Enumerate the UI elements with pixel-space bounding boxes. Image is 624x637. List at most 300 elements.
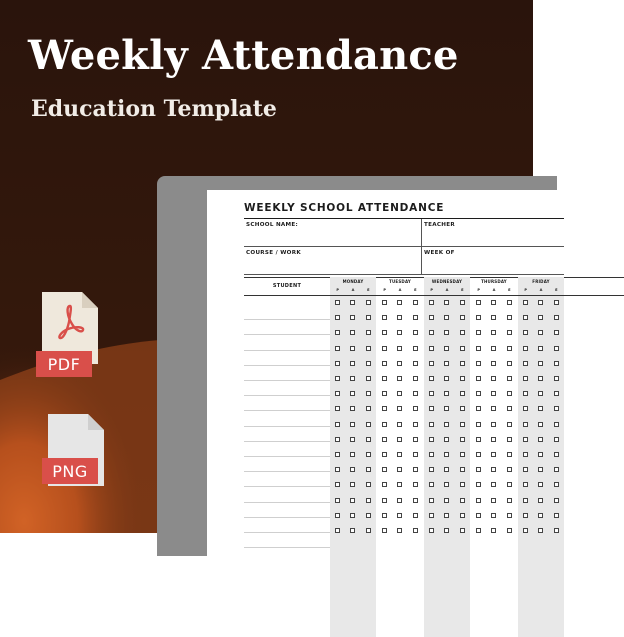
attendance-checkbox[interactable]: [476, 452, 481, 457]
attendance-checkbox[interactable]: [413, 452, 418, 457]
checkbox-cell: [361, 300, 376, 305]
attendance-checkbox[interactable]: [382, 437, 387, 442]
checkbox-cell: [408, 391, 423, 396]
attendance-checkbox[interactable]: [382, 376, 387, 381]
checkbox-cell: [518, 330, 533, 335]
attendance-checkbox[interactable]: [538, 513, 543, 518]
checkbox-cell: [330, 330, 345, 335]
attendance-checkbox[interactable]: [382, 422, 387, 427]
checkbox-cell: [377, 391, 392, 396]
attendance-checkbox[interactable]: [538, 528, 543, 533]
checkbox-cell: [361, 361, 376, 366]
attendance-checkbox[interactable]: [444, 376, 449, 381]
attendance-checkbox[interactable]: [382, 346, 387, 351]
attendance-checkbox[interactable]: [491, 300, 496, 305]
attendance-checkbox[interactable]: [491, 467, 496, 472]
attendance-checkbox[interactable]: [413, 391, 418, 396]
attendance-checkbox[interactable]: [491, 346, 496, 351]
attendance-checkbox[interactable]: [476, 528, 481, 533]
checkbox-cell: [486, 361, 501, 366]
attendance-checkbox[interactable]: [491, 528, 496, 533]
student-name-line[interactable]: [244, 517, 330, 518]
attendance-checkbox[interactable]: [554, 300, 559, 305]
attendance-checkbox[interactable]: [429, 406, 434, 411]
attendance-checkbox[interactable]: [554, 482, 559, 487]
attendance-checkbox[interactable]: [507, 482, 512, 487]
mark-header: E: [367, 288, 370, 292]
attendance-checkbox[interactable]: [523, 361, 528, 366]
attendance-checkbox[interactable]: [444, 406, 449, 411]
student-name-line[interactable]: [244, 502, 330, 503]
student-name-line[interactable]: [244, 395, 330, 396]
attendance-checkbox[interactable]: [507, 498, 512, 503]
attendance-row: [330, 401, 376, 416]
student-name-line[interactable]: [244, 441, 330, 442]
attendance-checkbox[interactable]: [366, 315, 371, 320]
attendance-checkbox[interactable]: [554, 346, 559, 351]
attendance-checkbox[interactable]: [350, 452, 355, 457]
attendance-checkbox[interactable]: [429, 452, 434, 457]
attendance-checkbox[interactable]: [335, 467, 340, 472]
attendance-checkbox[interactable]: [523, 422, 528, 427]
attendance-checkbox[interactable]: [350, 391, 355, 396]
attendance-checkbox[interactable]: [335, 376, 340, 381]
attendance-checkbox[interactable]: [538, 315, 543, 320]
attendance-row: [330, 310, 376, 325]
png-file-icon: [48, 414, 104, 486]
attendance-checkbox[interactable]: [366, 300, 371, 305]
attendance-checkbox[interactable]: [554, 513, 559, 518]
attendance-checkbox[interactable]: [366, 422, 371, 427]
attendance-checkbox[interactable]: [554, 376, 559, 381]
attendance-checkbox[interactable]: [335, 498, 340, 503]
attendance-checkbox[interactable]: [460, 346, 465, 351]
attendance-checkbox[interactable]: [538, 346, 543, 351]
attendance-checkbox[interactable]: [366, 406, 371, 411]
attendance-checkbox[interactable]: [350, 300, 355, 305]
attendance-checkbox[interactable]: [350, 467, 355, 472]
attendance-checkbox[interactable]: [335, 422, 340, 427]
attendance-checkbox[interactable]: [382, 406, 387, 411]
attendance-checkbox[interactable]: [460, 452, 465, 457]
checkbox-cell: [533, 346, 548, 351]
attendance-checkbox[interactable]: [507, 467, 512, 472]
attendance-checkbox[interactable]: [429, 376, 434, 381]
checkbox-cell: [408, 528, 423, 533]
attendance-checkbox[interactable]: [397, 315, 402, 320]
attendance-checkbox[interactable]: [554, 437, 559, 442]
attendance-checkbox[interactable]: [366, 437, 371, 442]
checkbox-cell: [330, 513, 345, 518]
attendance-checkbox[interactable]: [413, 513, 418, 518]
attendance-checkbox[interactable]: [460, 513, 465, 518]
attendance-checkbox[interactable]: [476, 498, 481, 503]
attendance-checkbox[interactable]: [491, 437, 496, 442]
attendance-checkbox[interactable]: [444, 346, 449, 351]
attendance-checkbox[interactable]: [476, 422, 481, 427]
attendance-checkbox[interactable]: [350, 498, 355, 503]
attendance-checkbox[interactable]: [397, 482, 402, 487]
attendance-checkbox[interactable]: [429, 300, 434, 305]
attendance-checkbox[interactable]: [523, 391, 528, 396]
attendance-checkbox[interactable]: [413, 498, 418, 503]
attendance-checkbox[interactable]: [366, 346, 371, 351]
attendance-checkbox[interactable]: [429, 498, 434, 503]
attendance-checkbox[interactable]: [523, 437, 528, 442]
attendance-checkbox[interactable]: [460, 300, 465, 305]
attendance-checkbox[interactable]: [476, 300, 481, 305]
attendance-checkbox[interactable]: [554, 452, 559, 457]
attendance-row: [330, 295, 376, 310]
attendance-checkbox[interactable]: [382, 391, 387, 396]
attendance-checkbox[interactable]: [507, 391, 512, 396]
attendance-checkbox[interactable]: [382, 330, 387, 335]
attendance-checkbox[interactable]: [335, 528, 340, 533]
attendance-checkbox[interactable]: [429, 482, 434, 487]
checkbox-cell: [439, 361, 454, 366]
attendance-checkbox[interactable]: [507, 452, 512, 457]
attendance-checkbox[interactable]: [366, 498, 371, 503]
attendance-checkbox[interactable]: [413, 315, 418, 320]
attendance-checkbox[interactable]: [397, 376, 402, 381]
attendance-checkbox[interactable]: [397, 528, 402, 533]
student-name-line[interactable]: [244, 486, 330, 487]
attendance-checkbox[interactable]: [413, 376, 418, 381]
attendance-checkbox[interactable]: [460, 498, 465, 503]
attendance-checkbox[interactable]: [538, 452, 543, 457]
attendance-checkbox[interactable]: [538, 300, 543, 305]
checkbox-cell: [518, 437, 533, 442]
attendance-checkbox[interactable]: [554, 391, 559, 396]
attendance-checkbox[interactable]: [335, 361, 340, 366]
attendance-checkbox[interactable]: [444, 330, 449, 335]
attendance-checkbox[interactable]: [538, 361, 543, 366]
attendance-checkbox[interactable]: [476, 467, 481, 472]
attendance-checkbox[interactable]: [350, 346, 355, 351]
attendance-checkbox[interactable]: [491, 422, 496, 427]
attendance-checkbox[interactable]: [460, 467, 465, 472]
attendance-checkbox[interactable]: [350, 437, 355, 442]
attendance-checkbox[interactable]: [491, 391, 496, 396]
attendance-checkbox[interactable]: [538, 376, 543, 381]
attendance-checkbox[interactable]: [366, 376, 371, 381]
attendance-checkbox[interactable]: [444, 391, 449, 396]
mark-header: P: [383, 288, 386, 292]
attendance-checkbox[interactable]: [507, 422, 512, 427]
attendance-checkbox[interactable]: [491, 330, 496, 335]
attendance-checkbox[interactable]: [366, 513, 371, 518]
attendance-checkbox[interactable]: [397, 452, 402, 457]
attendance-checkbox[interactable]: [491, 498, 496, 503]
attendance-checkbox[interactable]: [444, 498, 449, 503]
attendance-checkbox[interactable]: [476, 346, 481, 351]
attendance-checkbox[interactable]: [491, 376, 496, 381]
attendance-checkbox[interactable]: [507, 528, 512, 533]
attendance-checkbox[interactable]: [366, 330, 371, 335]
attendance-checkbox[interactable]: [366, 391, 371, 396]
attendance-checkbox[interactable]: [507, 330, 512, 335]
attendance-checkbox[interactable]: [366, 361, 371, 366]
attendance-checkbox[interactable]: [335, 300, 340, 305]
student-name-line[interactable]: [244, 456, 330, 457]
attendance-checkbox[interactable]: [460, 361, 465, 366]
teacher-field[interactable]: TEACHER: [424, 222, 455, 228]
attendance-checkbox[interactable]: [413, 300, 418, 305]
attendance-checkbox[interactable]: [413, 482, 418, 487]
attendance-checkbox[interactable]: [491, 406, 496, 411]
attendance-checkbox[interactable]: [444, 467, 449, 472]
checkbox-cell: [549, 376, 564, 381]
attendance-checkbox[interactable]: [538, 482, 543, 487]
attendance-checkbox[interactable]: [382, 452, 387, 457]
student-name-line[interactable]: [244, 410, 330, 411]
attendance-checkbox[interactable]: [335, 437, 340, 442]
attendance-checkbox[interactable]: [382, 528, 387, 533]
attendance-checkbox[interactable]: [476, 376, 481, 381]
attendance-checkbox[interactable]: [444, 437, 449, 442]
attendance-checkbox[interactable]: [350, 315, 355, 320]
attendance-checkbox[interactable]: [429, 437, 434, 442]
attendance-checkbox[interactable]: [523, 513, 528, 518]
attendance-checkbox[interactable]: [523, 467, 528, 472]
attendance-row: [471, 356, 517, 371]
attendance-checkbox[interactable]: [523, 330, 528, 335]
attendance-checkbox[interactable]: [413, 406, 418, 411]
attendance-checkbox[interactable]: [397, 406, 402, 411]
attendance-checkbox[interactable]: [382, 482, 387, 487]
attendance-checkbox[interactable]: [335, 391, 340, 396]
checkbox-cell: [471, 498, 486, 503]
attendance-checkbox[interactable]: [460, 528, 465, 533]
attendance-checkbox[interactable]: [538, 498, 543, 503]
attendance-checkbox[interactable]: [523, 346, 528, 351]
attendance-checkbox[interactable]: [335, 513, 340, 518]
attendance-checkbox[interactable]: [413, 361, 418, 366]
student-name-line[interactable]: [244, 350, 330, 351]
attendance-checkbox[interactable]: [476, 437, 481, 442]
attendance-checkbox[interactable]: [429, 315, 434, 320]
attendance-checkbox[interactable]: [429, 361, 434, 366]
attendance-checkbox[interactable]: [538, 467, 543, 472]
attendance-checkbox[interactable]: [413, 528, 418, 533]
attendance-checkbox[interactable]: [507, 406, 512, 411]
attendance-checkbox[interactable]: [350, 513, 355, 518]
attendance-checkbox[interactable]: [476, 406, 481, 411]
attendance-checkbox[interactable]: [429, 391, 434, 396]
student-name-line[interactable]: [244, 319, 330, 320]
student-name-line[interactable]: [244, 334, 330, 335]
attendance-checkbox[interactable]: [335, 406, 340, 411]
attendance-checkbox[interactable]: [397, 437, 402, 442]
attendance-checkbox[interactable]: [335, 452, 340, 457]
attendance-checkbox[interactable]: [523, 498, 528, 503]
attendance-checkbox[interactable]: [491, 452, 496, 457]
attendance-checkbox[interactable]: [366, 452, 371, 457]
checkbox-cell: [455, 422, 470, 427]
attendance-checkbox[interactable]: [523, 300, 528, 305]
attendance-checkbox[interactable]: [554, 330, 559, 335]
attendance-checkbox[interactable]: [397, 346, 402, 351]
attendance-checkbox[interactable]: [507, 315, 512, 320]
attendance-checkbox[interactable]: [382, 513, 387, 518]
attendance-checkbox[interactable]: [397, 513, 402, 518]
attendance-checkbox[interactable]: [476, 315, 481, 320]
attendance-checkbox[interactable]: [335, 315, 340, 320]
attendance-checkbox[interactable]: [476, 482, 481, 487]
attendance-row: [330, 447, 376, 462]
attendance-checkbox[interactable]: [350, 361, 355, 366]
attendance-checkbox[interactable]: [460, 437, 465, 442]
checkbox-cell: [533, 422, 548, 427]
attendance-checkbox[interactable]: [523, 376, 528, 381]
attendance-checkbox[interactable]: [460, 376, 465, 381]
day-column-thursday: [471, 277, 517, 637]
student-name-line[interactable]: [244, 365, 330, 366]
attendance-checkbox[interactable]: [350, 528, 355, 533]
attendance-row: [330, 523, 376, 538]
checkbox-cell: [408, 437, 423, 442]
student-name-line[interactable]: [244, 547, 330, 548]
attendance-checkbox[interactable]: [507, 513, 512, 518]
attendance-checkbox[interactable]: [413, 422, 418, 427]
attendance-checkbox[interactable]: [554, 361, 559, 366]
attendance-checkbox[interactable]: [507, 361, 512, 366]
attendance-checkbox[interactable]: [444, 452, 449, 457]
attendance-checkbox[interactable]: [350, 330, 355, 335]
attendance-checkbox[interactable]: [397, 467, 402, 472]
attendance-checkbox[interactable]: [491, 513, 496, 518]
attendance-checkbox[interactable]: [554, 422, 559, 427]
attendance-checkbox[interactable]: [507, 300, 512, 305]
attendance-checkbox[interactable]: [476, 330, 481, 335]
attendance-checkbox[interactable]: [491, 361, 496, 366]
attendance-checkbox[interactable]: [523, 528, 528, 533]
attendance-checkbox[interactable]: [350, 406, 355, 411]
attendance-checkbox[interactable]: [507, 437, 512, 442]
attendance-checkbox[interactable]: [538, 437, 543, 442]
attendance-checkbox[interactable]: [413, 346, 418, 351]
attendance-checkbox[interactable]: [538, 406, 543, 411]
attendance-checkbox[interactable]: [429, 346, 434, 351]
attendance-checkbox[interactable]: [382, 300, 387, 305]
checkbox-cell: [471, 422, 486, 427]
attendance-checkbox[interactable]: [397, 391, 402, 396]
attendance-checkbox[interactable]: [554, 315, 559, 320]
attendance-row: [471, 401, 517, 416]
mark-header: A: [445, 288, 449, 292]
attendance-checkbox[interactable]: [444, 315, 449, 320]
attendance-checkbox[interactable]: [476, 513, 481, 518]
student-name-line[interactable]: [244, 471, 330, 472]
attendance-checkbox[interactable]: [554, 528, 559, 533]
attendance-checkbox[interactable]: [366, 482, 371, 487]
attendance-checkbox[interactable]: [382, 467, 387, 472]
attendance-checkbox[interactable]: [366, 528, 371, 533]
course-work-field[interactable]: COURSE / WORK: [244, 247, 422, 274]
attendance-checkbox[interactable]: [335, 346, 340, 351]
attendance-checkbox[interactable]: [335, 330, 340, 335]
attendance-checkbox[interactable]: [382, 361, 387, 366]
attendance-checkbox[interactable]: [523, 452, 528, 457]
attendance-checkbox[interactable]: [382, 498, 387, 503]
checkbox-cell: [549, 391, 564, 396]
attendance-checkbox[interactable]: [397, 361, 402, 366]
school-name-field[interactable]: SCHOOL NAME:: [244, 219, 422, 246]
attendance-checkbox[interactable]: [554, 406, 559, 411]
attendance-checkbox[interactable]: [444, 361, 449, 366]
attendance-checkbox[interactable]: [444, 528, 449, 533]
attendance-checkbox[interactable]: [460, 330, 465, 335]
attendance-checkbox[interactable]: [460, 422, 465, 427]
attendance-checkbox[interactable]: [460, 391, 465, 396]
attendance-checkbox[interactable]: [523, 315, 528, 320]
student-name-line[interactable]: [244, 532, 330, 533]
attendance-checkbox[interactable]: [476, 361, 481, 366]
attendance-checkbox[interactable]: [350, 422, 355, 427]
attendance-checkbox[interactable]: [444, 513, 449, 518]
attendance-checkbox[interactable]: [444, 300, 449, 305]
student-name-line[interactable]: [244, 380, 330, 381]
checkbox-cell: [502, 406, 517, 411]
attendance-checkbox[interactable]: [366, 467, 371, 472]
attendance-checkbox[interactable]: [491, 315, 496, 320]
attendance-checkbox[interactable]: [476, 391, 481, 396]
attendance-checkbox[interactable]: [335, 482, 340, 487]
mark-header: P: [336, 288, 339, 292]
student-name-line[interactable]: [244, 426, 330, 427]
attendance-checkbox[interactable]: [523, 482, 528, 487]
attendance-checkbox[interactable]: [429, 330, 434, 335]
week-of-field[interactable]: WEEK OF: [424, 250, 455, 256]
checkbox-cell: [361, 376, 376, 381]
attendance-checkbox[interactable]: [538, 330, 543, 335]
attendance-checkbox[interactable]: [538, 422, 543, 427]
attendance-checkbox[interactable]: [523, 406, 528, 411]
attendance-checkbox[interactable]: [538, 391, 543, 396]
attendance-checkbox[interactable]: [413, 437, 418, 442]
checkbox-cell: [377, 406, 392, 411]
attendance-checkbox[interactable]: [413, 467, 418, 472]
checkbox-cell: [361, 330, 376, 335]
attendance-checkbox[interactable]: [429, 513, 434, 518]
attendance-checkbox[interactable]: [397, 300, 402, 305]
attendance-checkbox[interactable]: [350, 376, 355, 381]
attendance-checkbox[interactable]: [397, 498, 402, 503]
attendance-checkbox[interactable]: [554, 467, 559, 472]
attendance-checkbox[interactable]: [429, 422, 434, 427]
attendance-checkbox[interactable]: [444, 422, 449, 427]
attendance-checkbox[interactable]: [444, 482, 449, 487]
attendance-checkbox[interactable]: [507, 346, 512, 351]
attendance-checkbox[interactable]: [491, 482, 496, 487]
attendance-checkbox[interactable]: [397, 422, 402, 427]
attendance-checkbox[interactable]: [460, 482, 465, 487]
attendance-checkbox[interactable]: [460, 315, 465, 320]
attendance-checkbox[interactable]: [429, 467, 434, 472]
attendance-checkbox[interactable]: [554, 498, 559, 503]
attendance-checkbox[interactable]: [460, 406, 465, 411]
attendance-row: [424, 477, 470, 492]
attendance-checkbox[interactable]: [382, 315, 387, 320]
attendance-checkbox[interactable]: [507, 376, 512, 381]
attendance-checkbox[interactable]: [429, 528, 434, 533]
attendance-checkbox[interactable]: [413, 330, 418, 335]
attendance-checkbox[interactable]: [350, 482, 355, 487]
attendance-row: [377, 508, 423, 523]
checkbox-cell: [455, 315, 470, 320]
attendance-row: [330, 492, 376, 507]
attendance-checkbox[interactable]: [397, 330, 402, 335]
